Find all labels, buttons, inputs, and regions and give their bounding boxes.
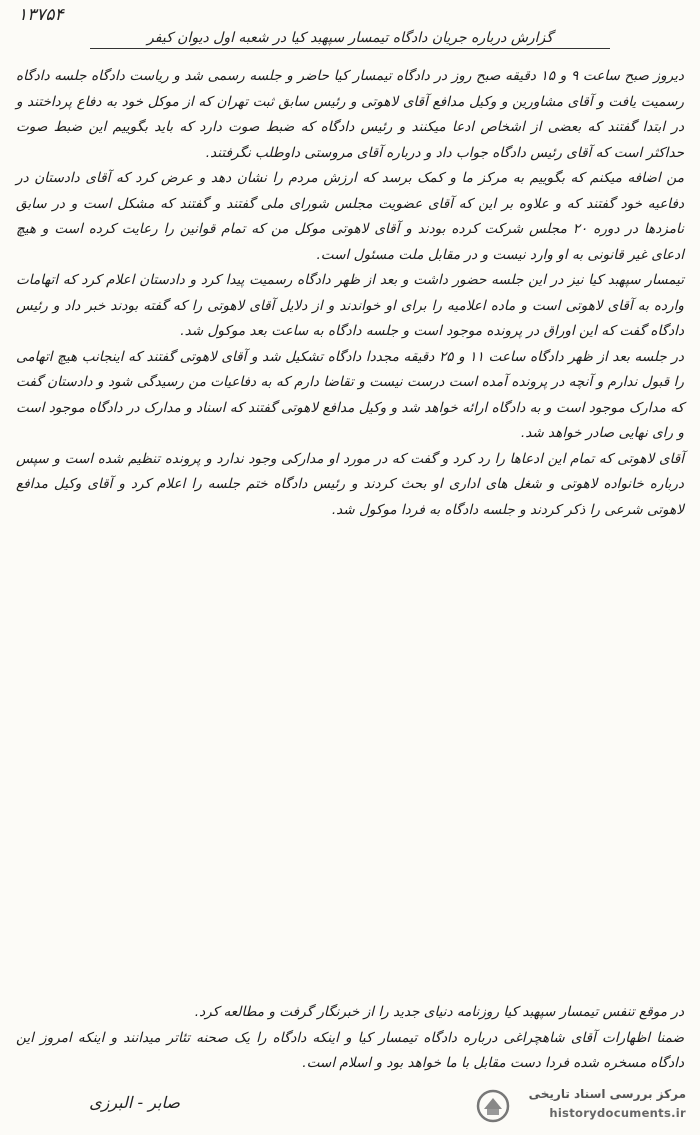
signature: صابر - البرزی (89, 1093, 180, 1112)
watermark-url: historydocuments.ir (549, 1106, 686, 1120)
closing-paragraph: در موقع تنفس تیمسار سپهبد کیا روزنامه دنیای جدید را از خبرنگار گرفت و مطالعه کرد. (194, 1004, 684, 1020)
document-heading: گزارش درباره جریان دادگاه تیمسار سپهبد کیا در شعبه اول دیوان کیفر (90, 30, 610, 49)
document-number: ۱۳۷۵۴ (18, 5, 64, 25)
body-paragraph: تیمسار سپهبد کیا نیز در این جلسه حضور داشت و بعد از ظهر دادگاه رسمیت پیدا کرد و دادستان اعلام کرد که اتهامات وارده به آقای لاهوتی است و ماده اعلامیه را برای او خواندند و از دلایل آقای لاهوتی را که گفته بودند خبر داد و رئیس دادگاه گفت که این اوراق در پرونده موجود است و جلسه دادگاه به ساعت بعد موکول شد. (16, 272, 684, 339)
archive-seal-icon (476, 1089, 510, 1123)
watermark (476, 1087, 686, 1125)
document-body (16, 64, 684, 523)
watermark-title: مرکز بررسی اسناد تاریخی (528, 1087, 686, 1101)
body-paragraph: آقای لاهوتی که تمام این ادعاها را رد کرد و گفت که در مورد او مدارکی وجود ندارد و پرونده تنظیم شده است و سپس درباره خانواده لاهوتی و شغل های اداری او بحث کردند و رئیس دادگاه ختم جلسه را اعلام کرد و آقای وکیل مدافع لاهوتی شرعی را ذکر کردند و جلسه دادگاه به فردا موکول شد. (16, 450, 684, 518)
closing-paragraph: ضمنا اظهارات آقای شاهچراغی درباره دادگاه تیمسار کیا و اینکه دادگاه را یک صحنه تئاتر میدانند و اینکه امروز این دادگاه مسخره شده فردا دست مقابل با ما خواهد بود و اسلام است. (16, 1029, 684, 1071)
body-paragraph: دیروز صبح ساعت ۹ و ۱۵ دقیقه صبح روز در دادگاه تیمسار کیا حاضر و جلسه رسمی شد و ریاست دادگاه جلسه دادگاه رسمیت یافت و آقای مشاورین و وکیل مدافع آقای لاهوتی و رئیس سابق ثبت تهران که از موکل خود به دفاع پرداختند و در ابتدا گفتند که بعضی از اشخاص ادعا میکنند و رئیس دادگاه که ضبط صوت دارد که باید بگوییم این ضبط صوت حداکثر است که آقای رئیس دادگاه جواب داد و درباره آقای مروستی داوطلب نگرفتند. (16, 68, 684, 161)
closing-notes (16, 1000, 684, 1077)
body-paragraph: در جلسه بعد از ظهر دادگاه ساعت ۱۱ و ۲۵ دقیقه مجددا دادگاه تشکیل شد و آقای لاهوتی گفتند که اینجانب هیچ اتهامی را قبول ندارم و آنچه در پرونده آمده است درست نیست و تقاضا دارم که به دفاعیات من رسیدگی شود و دادستان گفت که مدارک موجود است و به دادگاه ارائه خواهد شد و وکیل مدافع لاهوتی گفتند که اسناد و مدارک در دادگاه موجود است و رای نهایی صادر خواهد شد. (16, 348, 684, 441)
body-paragraph: من اضافه میکنم که بگوییم به مرکز ما و کمک برسد که ارزش مردم را نشان دهد و عرض کرد که آقای دادستان در دفاعیه خود گفتند که و علاوه بر این که آقای عضویت مجلس شورای ملی گفتند و گفتند که مشکل است و در سابق نامزدها در دوره ۲۰ مجلس شرکت کرده بودند و آقای لاهوتی موکل من که تمام قوانین را رعایت کرده است و هیچ ادعای غیر قانونی به او وارد نیست و در مقابل ملت مسئول است. (16, 170, 684, 263)
